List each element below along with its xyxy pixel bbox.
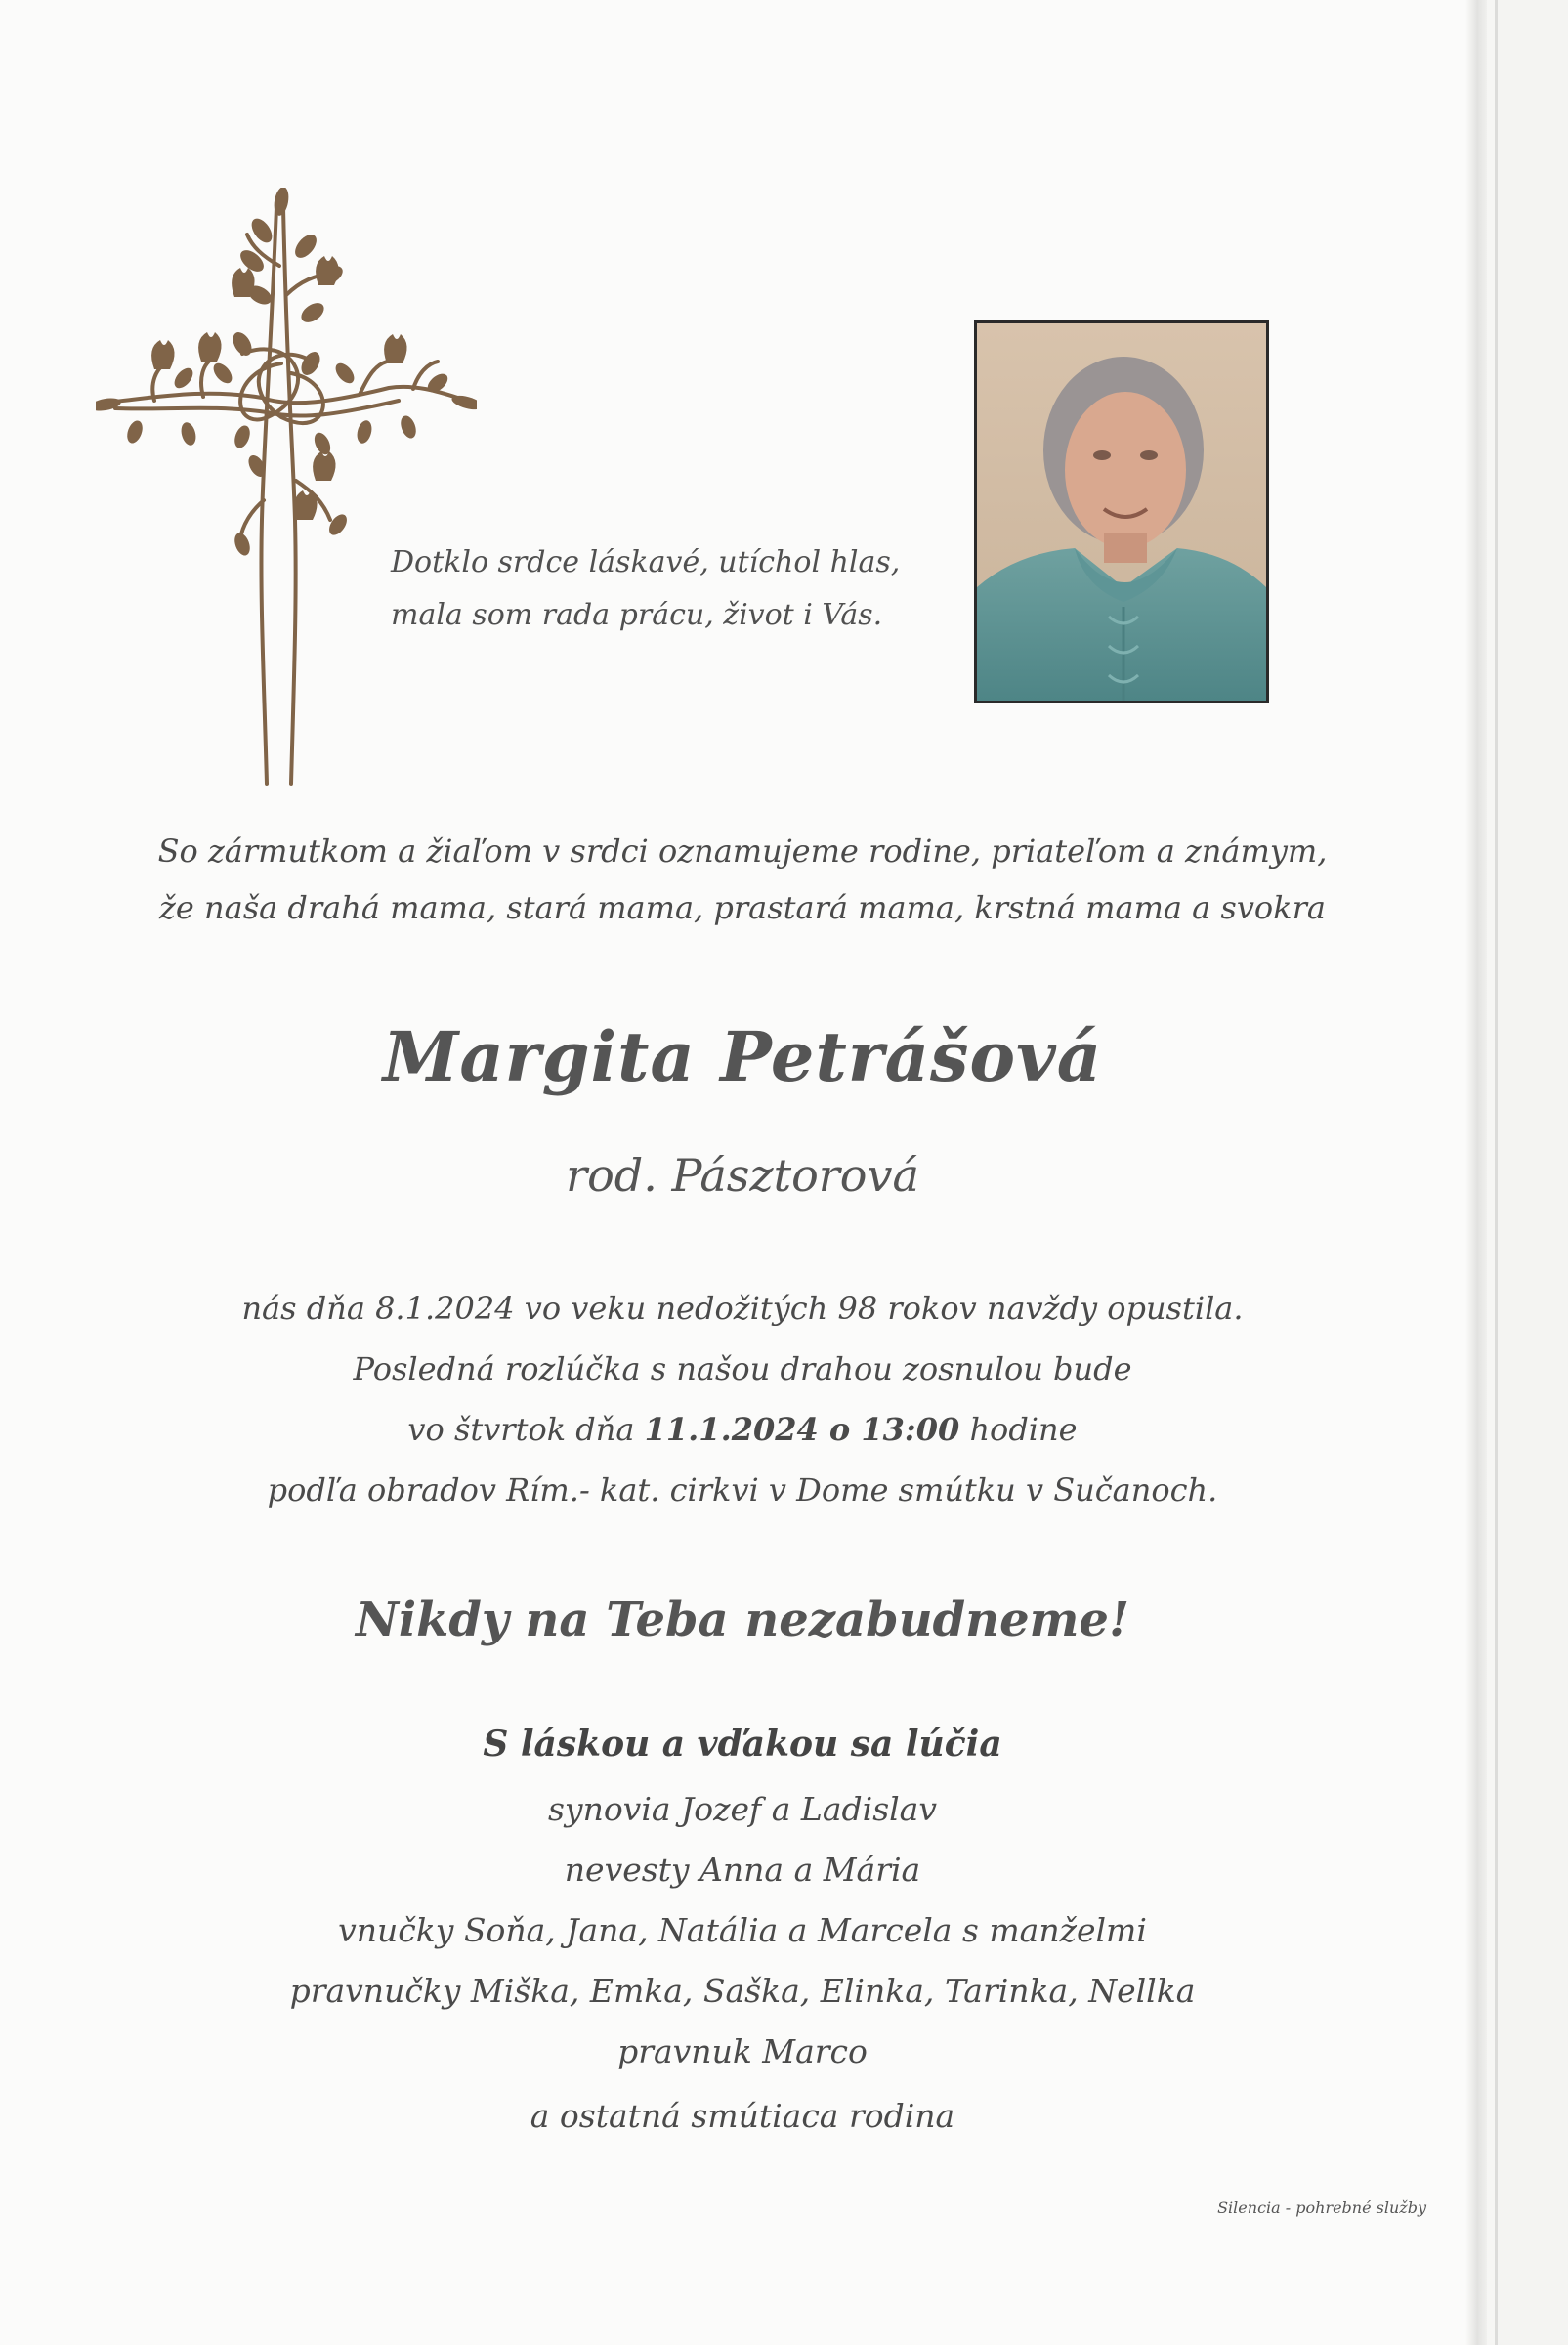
background-strip	[1498, 0, 1568, 2345]
tree-cross-icon	[96, 188, 477, 793]
funeral-date-time: 11.1.2024 o 13:00	[644, 1411, 960, 1448]
quote-line-2: mala som rada prácu, život i Vás.	[391, 598, 883, 632]
announcement-line-1: nás dňa 8.1.2024 vo veku nedožitých 98 rokov navždy opustila.	[241, 1290, 1244, 1327]
quote-line-1: Dotklo srdce láskavé, utíchol hlas,	[391, 545, 901, 579]
intro-line-1: So zármutkom a žiaľom v srdci oznamujeme rodine, priateľom a známym,	[157, 832, 1328, 870]
mourners-line-granddaughters: vnučky Soňa, Jana, Natália a Marcela s manželmi	[338, 1911, 1147, 1949]
funeral-service-credit: Silencia - pohrebné služby	[1217, 2198, 1426, 2217]
deceased-name: Margita Petrášová	[382, 1016, 1103, 1097]
motto: Nikdy na Teba nezabudneme!	[355, 1593, 1130, 1647]
intro-line-2: že naša drahá mama, stará mama, prastará mama, krstná mama a svokra	[159, 889, 1326, 926]
mourners-heading: S láskou a vďakou sa lúčia	[483, 1724, 1002, 1765]
announcement-line-3	[0, 1411, 1485, 1448]
mourners-line-daughters-in-law: nevesty Anna a Mária	[564, 1851, 921, 1889]
mourners-line-family: a ostatná smútiaca rodina	[530, 2097, 955, 2135]
funeral-hour-suffix: hodine	[959, 1411, 1078, 1448]
mourners-line-great-granddaughters: pravnučky Miška, Emka, Saška, Elinka, Tarinka, Nellka	[289, 1972, 1196, 2010]
announcement-line-4: podľa obradov Rím.- kat. cirkvi v Dome smútku v Sučanoch.	[267, 1471, 1218, 1509]
announcement-line-2: Posledná rozlúčka s našou drahou zosnulou bude	[353, 1350, 1132, 1387]
portrait-photo	[974, 320, 1269, 704]
mourners-line-great-grandson: pravnuk Marco	[617, 2032, 868, 2070]
funeral-day: vo štvrtok dňa	[407, 1411, 645, 1448]
maiden-name: rod. Pásztorová	[566, 1149, 919, 1202]
mourners-line-sons: synovia Jozef a Ladislav	[547, 1790, 937, 1828]
